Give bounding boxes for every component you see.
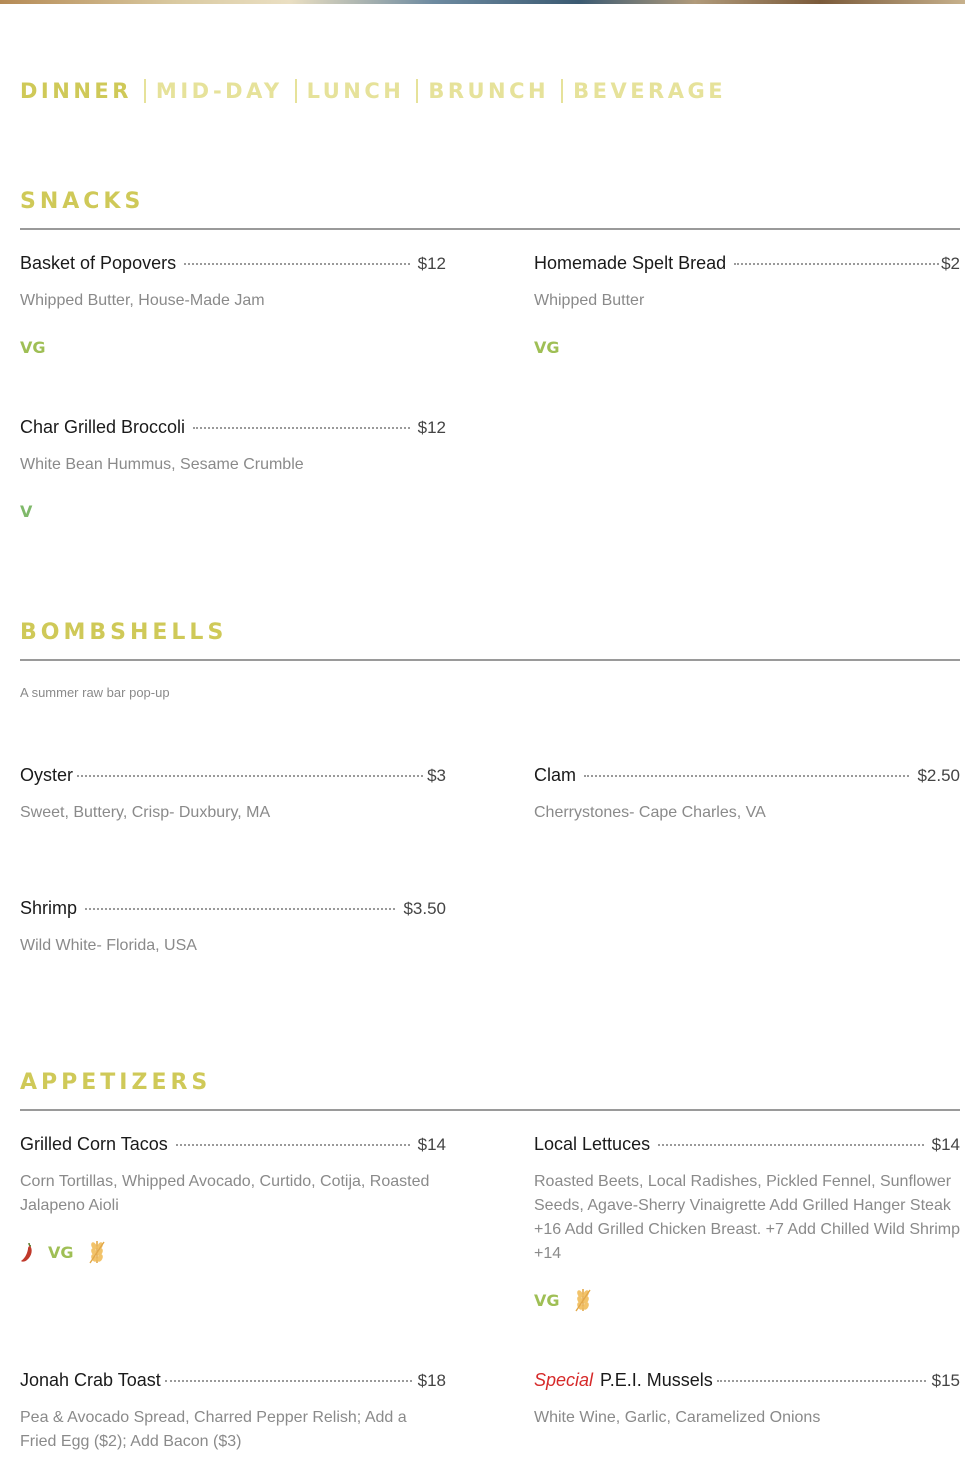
dietary-tags <box>20 335 446 359</box>
item-price: $15 <box>931 1371 960 1390</box>
item-name: Homemade Spelt Bread <box>534 253 727 273</box>
item-price: $12 <box>417 254 446 273</box>
section-divider <box>20 659 960 661</box>
item-name: Oyster <box>20 765 74 785</box>
vegetarian-badge: VG <box>534 1290 560 1310</box>
item-price: $14 <box>931 1135 960 1154</box>
item-description: White Wine, Garlic, Caramelized Onions <box>534 1409 821 1426</box>
menu-item <box>534 1134 960 1312</box>
spicy-pepper-icon <box>20 1241 34 1263</box>
dietary-tags <box>20 1240 446 1264</box>
item-name: Jonah Crab Toast <box>20 1370 161 1390</box>
section-title-bombshells: BOMBSHELLS <box>20 620 228 645</box>
dot-leader <box>77 775 423 777</box>
gluten-free-wheat-icon <box>574 1287 592 1313</box>
section-divider <box>20 1109 960 1111</box>
menu-item <box>534 253 960 359</box>
item-description: Pea & Avocado Spread, Charred Pepper Relish; Add a Fried Egg ($2); Add Bacon ($3) <box>20 1409 407 1450</box>
item-description: White Bean Hummus, Sesame Crumble <box>20 456 304 473</box>
vegetarian-badge: VG <box>534 337 560 357</box>
item-description: Corn Tortillas, Whipped Avocado, Curtido, Cotija, Roasted Jalapeno Aioli <box>20 1173 430 1214</box>
dietary-tags <box>534 335 960 359</box>
dot-leader <box>193 427 410 429</box>
menu-item <box>20 1134 446 1264</box>
menu-tabs <box>20 78 726 104</box>
item-name: Basket of Popovers <box>20 253 177 273</box>
tab-dinner[interactable]: DINNER <box>20 79 132 103</box>
menu-item <box>20 1370 446 1454</box>
tab-divider <box>295 79 297 103</box>
section-title-snacks: SNACKS <box>20 189 145 214</box>
hero-image-strip <box>0 0 965 4</box>
vegetarian-badge: VG <box>48 1242 74 1262</box>
item-name: Grilled Corn Tacos <box>20 1134 168 1154</box>
tab-beverage[interactable]: BEVERAGE <box>573 79 727 103</box>
menu-item <box>20 253 446 359</box>
item-name: Clam <box>534 765 577 785</box>
dot-leader <box>176 1144 410 1146</box>
tab-lunch[interactable]: LUNCH <box>306 79 405 103</box>
menu-item <box>20 417 446 523</box>
tab-brunch[interactable]: BRUNCH <box>428 79 550 103</box>
item-description: Wild White- Florida, USA <box>20 937 197 954</box>
tab-divider <box>561 79 563 103</box>
item-description: Sweet, Buttery, Crisp- Duxbury, MA <box>20 804 271 821</box>
item-price: $18 <box>417 1371 446 1390</box>
section-intro: A summer raw bar pop-up <box>20 685 170 700</box>
dot-leader <box>584 775 909 777</box>
special-label: Special <box>534 1370 594 1390</box>
menu-item <box>20 898 446 958</box>
item-description: Cherrystones- Cape Charles, VA <box>534 804 766 821</box>
menu-item <box>534 1370 960 1430</box>
section-title-appetizers: APPETIZERS <box>20 1070 212 1095</box>
menu-item <box>534 765 960 825</box>
tab-divider <box>416 79 418 103</box>
tab-mid-day[interactable]: MID-DAY <box>155 79 283 103</box>
tab-divider <box>144 79 146 103</box>
item-name: Shrimp <box>20 898 78 918</box>
item-price: $2 <box>941 254 960 273</box>
item-name-text: P.E.I. Mussels <box>600 1370 713 1390</box>
item-price: $3 <box>427 766 446 785</box>
dot-leader <box>85 908 395 910</box>
gluten-free-wheat-icon <box>88 1239 106 1265</box>
dot-leader <box>658 1144 924 1146</box>
dietary-tags <box>534 1288 960 1312</box>
menu-item <box>20 765 446 825</box>
dot-leader <box>165 1380 412 1382</box>
item-description: Whipped Butter <box>534 292 645 309</box>
item-price: $14 <box>417 1135 446 1154</box>
dietary-tags <box>20 499 446 523</box>
dot-leader <box>734 263 939 265</box>
item-description: Roasted Beets, Local Radishes, Pickled Fennel, Sunflower Seeds, Agave-Sherry Vinaigrette Add Grilled Hanger Steak +16 Add Grilled Chicken Breast. +7 Add Chilled Wild Shrimp +14 <box>534 1173 960 1262</box>
item-name <box>534 1370 713 1391</box>
vegetarian-badge: VG <box>20 337 46 357</box>
item-price: $3.50 <box>403 899 446 918</box>
item-price: $2.50 <box>917 766 960 785</box>
item-price: $12 <box>417 418 446 437</box>
vegan-badge: V <box>20 501 33 521</box>
item-description: Whipped Butter, House-Made Jam <box>20 292 265 309</box>
item-name: Local Lettuces <box>534 1134 651 1154</box>
dot-leader <box>717 1380 926 1382</box>
dot-leader <box>184 263 410 265</box>
item-name: Char Grilled Broccoli <box>20 417 186 437</box>
section-divider <box>20 228 960 230</box>
